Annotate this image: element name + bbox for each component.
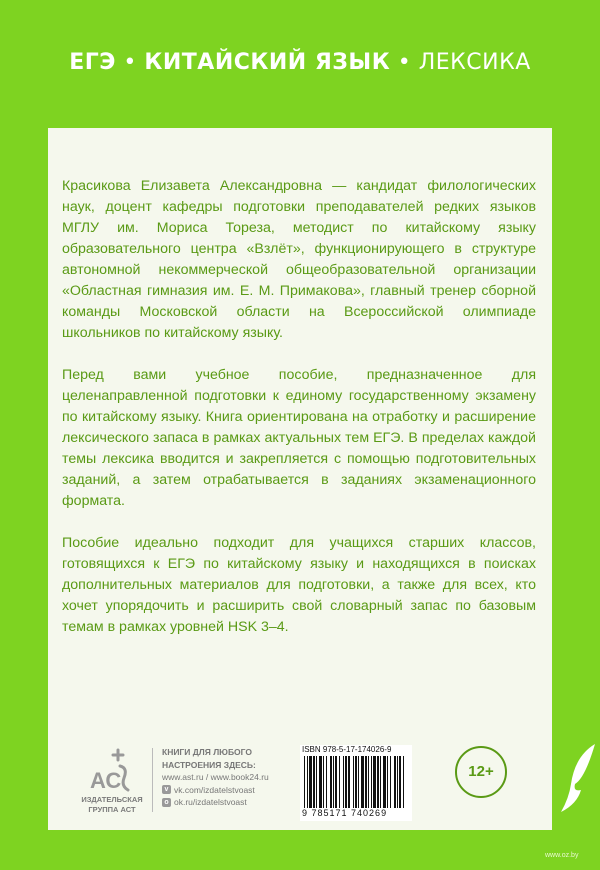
- svg-text:АС: АС: [90, 768, 122, 793]
- author-paragraph: [62, 176, 536, 344]
- title-separator: •: [390, 50, 419, 75]
- barcode-number: 9 785171 740269: [302, 808, 388, 818]
- ast-logo-icon: [88, 746, 134, 794]
- audience-paragraph: Пособие идеально подходит для учащихся старших классов, готовящихся к ЕГЭ по китайскому языку и находящихся в поисках дополнительных материалов для подготовки, а также для всех, кто хочет упорядочить и расширить свой словарный запас по базовым темам в рамках уровней HSK 3–4.: [62, 535, 536, 635]
- publisher-name: ИЗДАТЕЛЬСКАЯ ГРУППА АСТ: [81, 795, 143, 814]
- title-separator: •: [115, 50, 145, 75]
- vk-icon: v: [162, 785, 171, 794]
- author-name: Красикова Елизавета Александровна: [62, 178, 323, 194]
- footer-divider: [152, 748, 153, 812]
- title-part-ege: ЕГЭ: [69, 50, 116, 75]
- cover-title: [0, 50, 600, 75]
- vk-row[interactable]: [162, 784, 269, 797]
- title-part-lexicon: ЛЕКСИКА: [418, 50, 531, 75]
- ok-row[interactable]: [162, 796, 269, 809]
- isbn-label: ISBN 978-5-17-174026-9: [302, 745, 392, 754]
- watermark: www.oz.by: [545, 852, 579, 859]
- barcode-icon: [302, 756, 410, 808]
- ast-logo: [88, 746, 132, 799]
- description-paragraph: Перед вами учебное пособие, предназначенное для целенаправленной подготовки к единому государственному экзамену по китайскому языку. Книга ориентирована на отработку и расширение лексического запаса в рамках актуальных тем ЕГЭ. В пределах каждой темы лексика вводится и закрепляется с помощью подготовительных заданий, а затем отрабатывается в заданиях экзаменационного формата.: [62, 367, 536, 509]
- ok-icon: o: [162, 798, 171, 807]
- title-part-chinese: КИТАЙСКИЙ ЯЗЫК: [144, 50, 391, 75]
- age-rating-badge: 12+: [455, 746, 507, 798]
- websites-link[interactable]: www.ast.ru / www.book24.ru: [162, 772, 269, 782]
- cover-header: [0, 0, 600, 130]
- publisher-info: [162, 746, 269, 809]
- vk-link[interactable]: vk.com/izdatelstvoast: [174, 784, 255, 795]
- quill-logo-icon: [555, 738, 599, 818]
- ok-link[interactable]: ok.ru/izdatelstvoast: [174, 797, 247, 807]
- author-bio: — кандидат филологических наук, доцент кафедры подготовки преподавателей редких языков МГЛУ им. Мориса Тореза, методист по китайскому языку образовательного центра «Взлёт», функционирующего в структуре автономной некоммерческой общеобразовательной организации «Областная гимназия им. Е. М. Примакова», главный тренер сборной команды Московской области на Всероссийской олимпиаде школьников по китайскому языку.: [62, 178, 536, 341]
- slogan-line-2: НАСТРОЕНИЯ ЗДЕСЬ:: [162, 759, 256, 770]
- slogan-line-1: КНИГИ ДЛЯ ЛЮБОГО: [162, 747, 252, 757]
